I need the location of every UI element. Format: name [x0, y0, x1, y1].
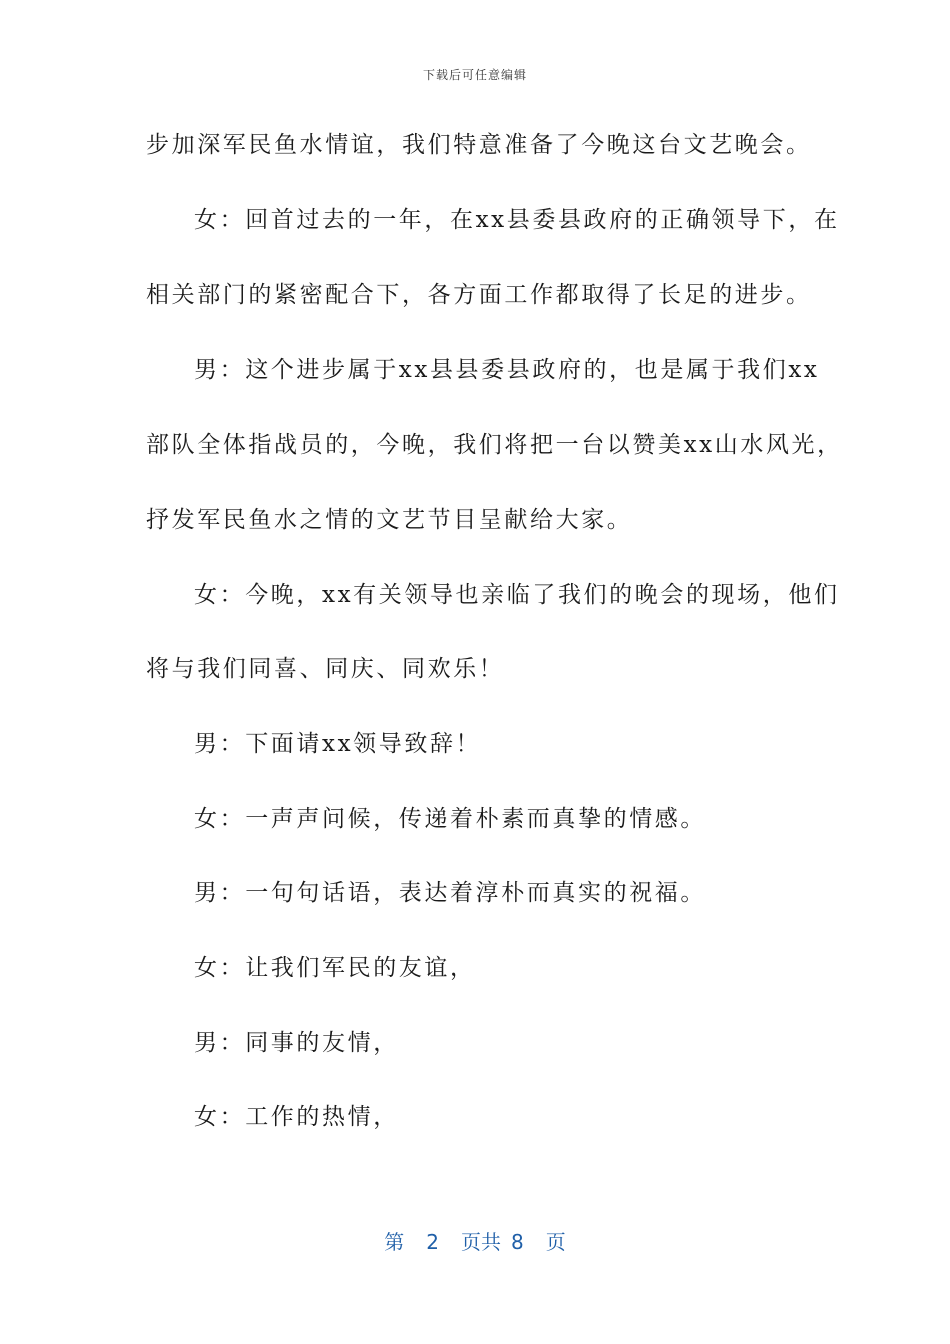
- footer-suffix: 页: [545, 1230, 566, 1254]
- paragraph-line: 男：一句句话语，表达着淳朴而真实的祝福。: [194, 880, 706, 906]
- page-number-footer: [0, 1226, 950, 1255]
- paragraph-line: 将与我们同喜、同庆、同欢乐！: [146, 656, 505, 682]
- current-page-number: 2: [426, 1230, 439, 1254]
- total-page-count: 8: [511, 1230, 524, 1254]
- header-note: 下载后可任意编辑: [422, 68, 527, 82]
- paragraph-line: 男：这个进步属于xx县县委县政府的，也是属于我们xx: [194, 357, 820, 383]
- footer-prefix: 第: [384, 1230, 405, 1254]
- paragraph-line: 女：回首过去的一年，在xx县委县政府的正确领导下，在: [194, 207, 840, 233]
- paragraph-line: 部队全体指战员的，今晚，我们将把一台以赞美xx山水风光，: [146, 432, 843, 458]
- paragraph-line: 女：今晚，xx有关领导也亲临了我们的晚会的现场，他们: [194, 582, 840, 608]
- paragraph-line: 抒发军民鱼水之情的文艺节目呈献给大家。: [146, 507, 633, 533]
- paragraph-line: 男：下面请xx领导致辞！: [194, 731, 482, 757]
- paragraph-line: 女：一声声问候，传递着朴素而真挚的情感。: [194, 806, 706, 832]
- paragraph-line: 男：同事的友情，: [194, 1030, 399, 1056]
- paragraph-line: 女：工作的热情，: [194, 1104, 399, 1130]
- paragraph-line: 步加深军民鱼水情谊，我们特意准备了今晚这台文艺晚会。: [146, 132, 812, 158]
- paragraph-line: 女：让我们军民的友谊，: [194, 955, 476, 981]
- footer-middle: 页共: [461, 1230, 501, 1254]
- paragraph-line: 相关部门的紧密配合下，各方面工作都取得了长足的进步。: [146, 282, 812, 308]
